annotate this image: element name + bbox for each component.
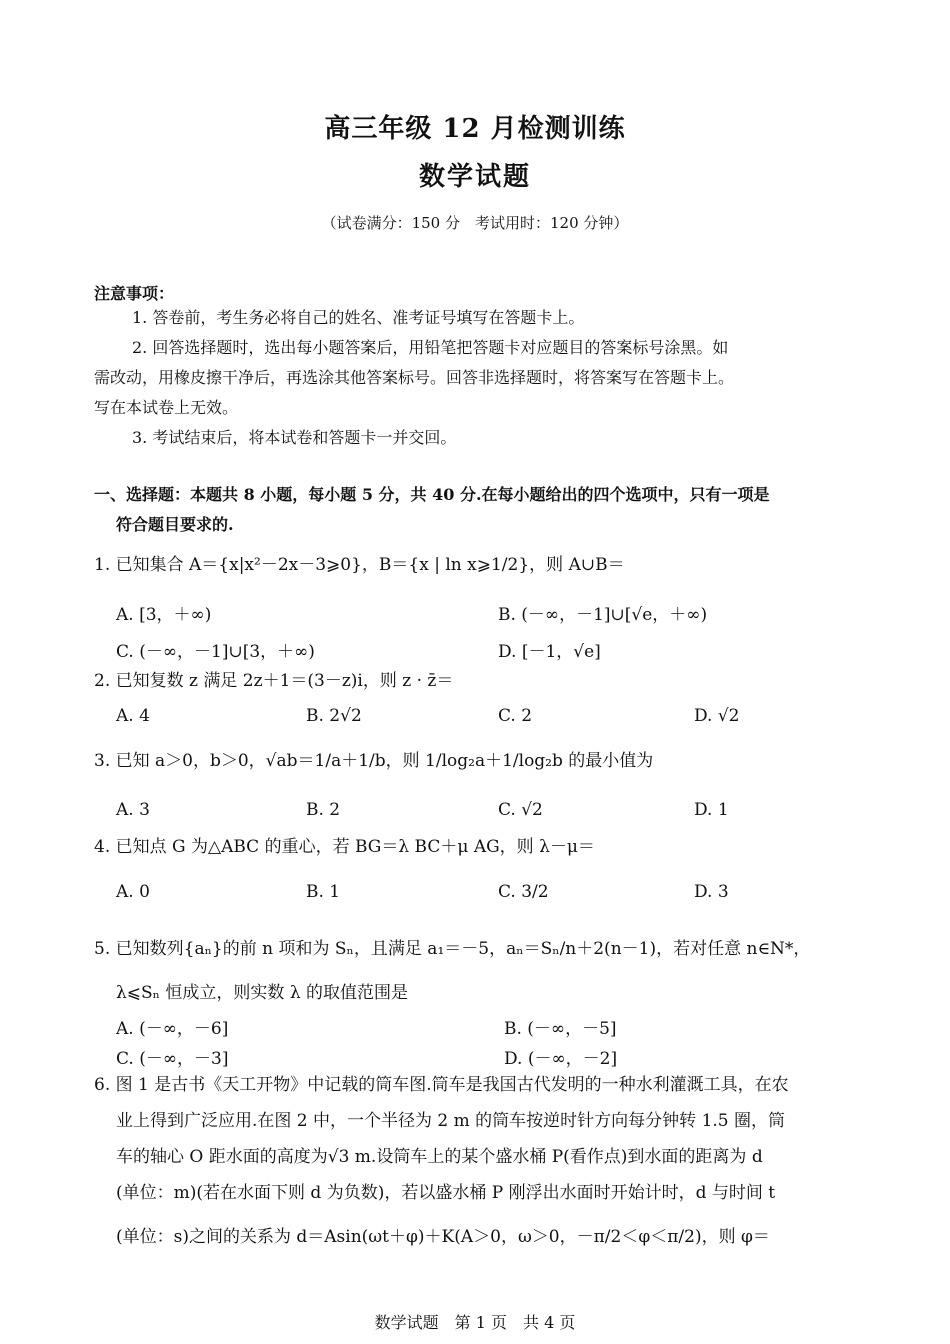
question-3-stem: 3. 已知 a＞0，b＞0，√ab＝1/a＋1/b，则 1/log₂a＋1/log₂b 的最小值为 [94, 751, 654, 771]
note-2-line3: 写在本试卷上无效。 [94, 398, 239, 417]
notes-heading: 注意事项： [94, 284, 175, 303]
question-1-stem: 1. 已知集合 A＝{x|x²－2x－3⩾0}，B＝{x | ln x⩾1/2}，则 A∪B＝ [94, 555, 625, 575]
q2-option-d: D. √2 [694, 706, 740, 726]
note-1: 1. 答卷前，考生务必将自己的姓名、准考证号填写在答题卡上。 [132, 308, 585, 327]
section-heading [94, 480, 854, 540]
q1-option-d: D. [－1，√e] [498, 642, 601, 662]
q3-option-b: B. 2 [306, 800, 341, 820]
q4-option-c: C. 3/2 [498, 882, 549, 902]
note-3: 3. 考试结束后，将本试卷和答题卡一并交回。 [132, 428, 457, 447]
q5-option-b: B. (－∞，－5] [504, 1019, 617, 1039]
note-2-line2: 需改动，用橡皮擦干净后，再选涂其他答案标号。回答非选择题时，将答案写在答题卡上。 [94, 368, 735, 387]
q3-option-a: A. 3 [116, 800, 150, 820]
q1-option-a: A. [3，＋∞) [116, 605, 212, 625]
exam-meta: （试卷满分：150 分 考试用时：120 分钟） [321, 214, 629, 232]
q3-option-d: D. 1 [694, 800, 729, 820]
question-6-line2: 业上得到广泛应用.在图 2 中，一个半径为 2 m 的筒车按逆时针方向每分钟转 1.5 圈，筒 [116, 1111, 786, 1131]
q2-option-c: C. 2 [498, 706, 533, 726]
exam-subtitle: 数学试题 [418, 162, 531, 192]
section-line2: 符合题目要求的. [116, 515, 234, 534]
note-2-line1: 2. 回答选择题时，选出每小题答案后，用铅笔把答题卡对应题目的答案标号涂黑。如 [132, 338, 729, 357]
q3-option-c: C. √2 [498, 800, 543, 820]
question-6-line4: (单位：m)(若在水面下则 d 为负数)，若以盛水桶 P 刚浮出水面时开始计时，d 与时间 t [116, 1183, 776, 1203]
q1-option-c: C. (－∞，－1]∪[3，＋∞) [116, 642, 315, 662]
question-4-stem: 4. 已知点 G 为△ABC 的重心，若 BG＝λ BC＋μ AG，则 λ－μ＝ [94, 837, 595, 857]
question-5-stem-line2: λ⩽Sₙ 恒成立，则实数 λ 的取值范围是 [116, 983, 409, 1003]
question-5-stem-line1: 5. 已知数列{aₙ}的前 n 项和为 Sₙ，且满足 a₁＝－5，aₙ＝Sₙ/n＋2(n－1)，若对任意 n∈N*， [94, 939, 811, 959]
q4-option-a: A. 0 [116, 882, 150, 902]
question-6-line5: (单位：s)之间的关系为 d＝Asin(ωt＋φ)＋K(A＞0，ω＞0，－π/2＜φ＜π/2)，则 φ＝ [116, 1227, 770, 1247]
section-line1: 一、选择题：本题共 8 小题，每小题 5 分，共 40 分.在每小题给出的四个选项中，只有一项是 [94, 485, 770, 504]
question-2-stem: 2. 已知复数 z 满足 2z＋1＝(3－z)i，则 z · z̄＝ [94, 671, 454, 691]
q5-option-d: D. (－∞，－2] [504, 1049, 618, 1069]
q5-option-a: A. (－∞，－6] [116, 1019, 229, 1039]
question-6-line3: 车的轴心 O 距水面的高度为√3 m.设筒车上的某个盛水桶 P(看作点)到水面的距离为 d [116, 1147, 763, 1167]
q2-option-b: B. 2√2 [306, 706, 362, 726]
q2-option-a: A. 4 [116, 706, 150, 726]
q4-option-d: D. 3 [694, 882, 729, 902]
q1-option-b: B. (－∞，－1]∪[√e，＋∞) [498, 605, 708, 625]
question-6-line1: 6. 图 1 是古书《天工开物》中记载的筒车图.筒车是我国古代发明的一种水利灌溉工具，在农 [94, 1075, 789, 1095]
exam-title: 高三年级 12 月检测训练 [324, 114, 626, 144]
page-footer: 数学试题 第 1 页 共 4 页 [374, 1313, 576, 1332]
q4-option-b: B. 1 [306, 882, 341, 902]
q5-option-c: C. (－∞，－3] [116, 1049, 229, 1069]
